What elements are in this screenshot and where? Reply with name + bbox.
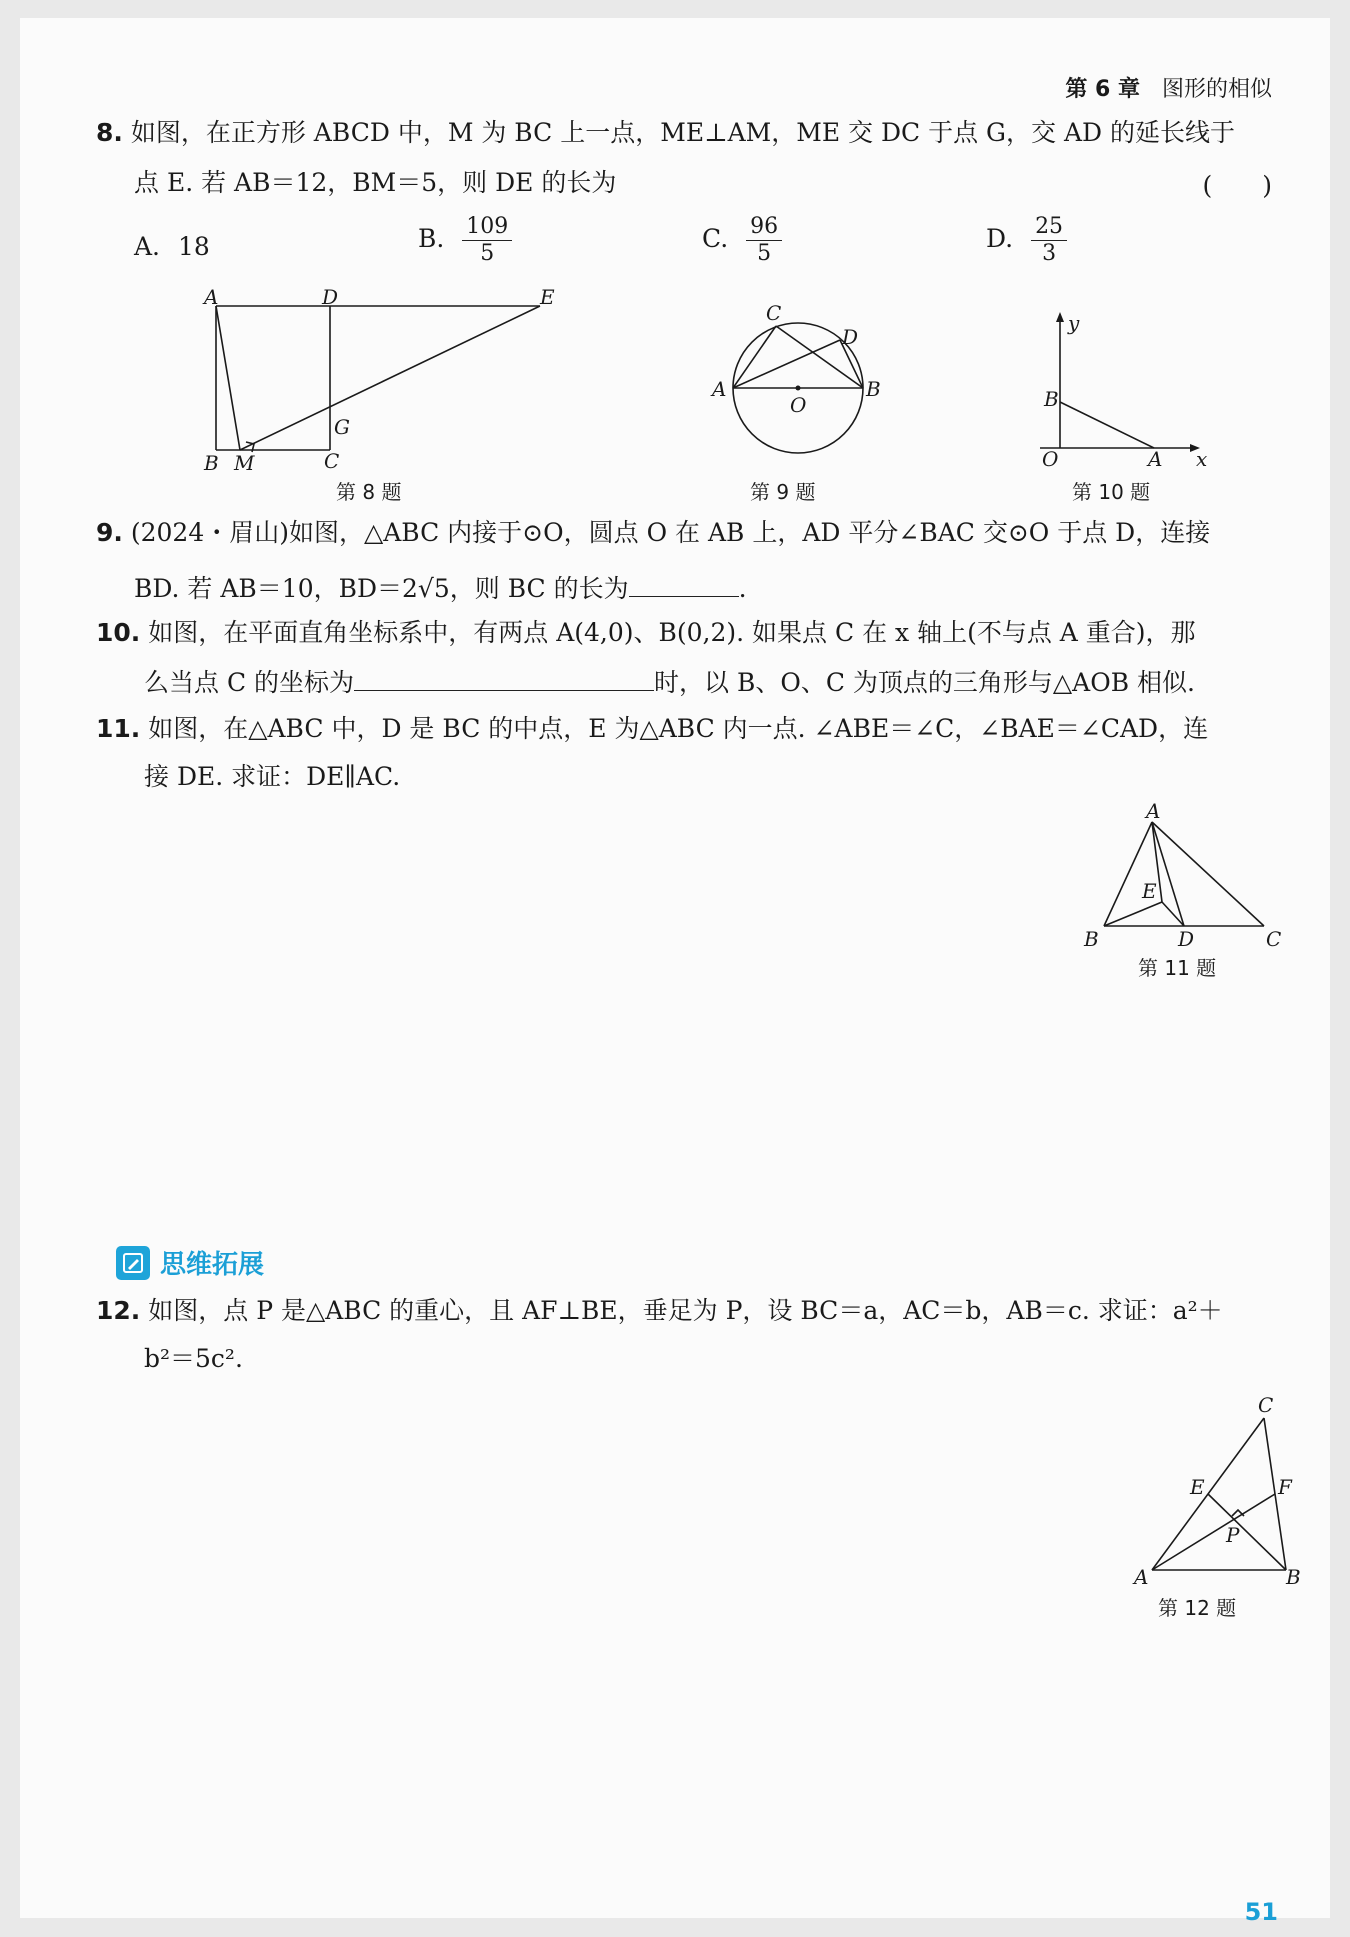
q12-line2: b²＝5c². <box>144 1344 243 1373</box>
q8-option-c <box>702 214 782 267</box>
q8-line2: 点 E. 若 AB＝12，BM＝5，则 DE 的长为 <box>134 168 617 197</box>
q10-text-3: 时，以 B、O、C 为顶点的三角形与△AOB 相似. <box>654 668 1195 697</box>
fig9-label-b: B <box>866 377 881 401</box>
option-a-value: 18 <box>177 232 210 261</box>
q11-line2: 接 DE. 求证：DE∥AC. <box>144 762 401 791</box>
q12-line1 <box>96 1294 1223 1328</box>
option-b-fraction <box>462 214 512 267</box>
fig8-label-a: A <box>204 285 219 309</box>
fig10-label-a: A <box>1148 447 1163 471</box>
q11-number: 11. <box>96 714 141 743</box>
section-header <box>116 1244 264 1281</box>
q11-text-1: 如图，在△ABC 中，D 是 BC 的中点，E 为△ABC 内一点. ∠ABE＝∠C，∠BAE＝∠CAD，连 <box>148 714 1209 743</box>
q8-number: 8. <box>96 118 123 147</box>
option-d-fraction <box>1031 214 1067 267</box>
fig8-label-c: C <box>324 449 340 473</box>
fig12-label-b: B <box>1286 1565 1301 1589</box>
figure-8-diagram <box>200 285 580 475</box>
fig8-label-g: G <box>334 415 350 439</box>
fig10-label-o: O <box>1042 447 1059 471</box>
fig12-label-p: P <box>1226 1523 1240 1547</box>
option-c-label: C. <box>702 224 729 253</box>
figure-10-caption: 第 10 题 <box>1072 480 1151 504</box>
fig10-label-x: x <box>1196 447 1208 471</box>
figure-8-caption: 第 8 题 <box>336 480 402 504</box>
section-title: 思维拓展 <box>160 1250 265 1280</box>
page-number: 51 <box>1244 1898 1278 1926</box>
q9-line2 <box>134 570 747 606</box>
q8-option-d <box>986 214 1067 267</box>
fig12-label-f: F <box>1278 1475 1292 1499</box>
fig8-label-b: B <box>204 451 219 475</box>
figure-11-caption: 第 11 题 <box>1138 956 1217 980</box>
fig9-label-o: O <box>790 393 807 417</box>
fig11-label-a: A <box>1146 799 1161 823</box>
q12-text-1: 如图，点 P 是△ABC 的重心，且 AF⊥BE，垂足为 P，设 BC＝a，AC＝b，AB＝c. 求证：a²＋ <box>148 1296 1223 1325</box>
option-a-label: A. <box>134 232 161 261</box>
q11-line1 <box>96 712 1208 746</box>
q9-text-2: BD. 若 AB＝10，BD＝2√5，则 BC 的长为 <box>134 574 629 603</box>
fig8-label-d: D <box>322 285 339 309</box>
q8-option-b <box>418 214 512 267</box>
fig9-label-a: A <box>712 377 727 401</box>
q10-text-1: 如图，在平面直角坐标系中，有两点 A(4,0)、B(0,2). 如果点 C 在 x 轴上(不与点 A 重合)，那 <box>148 618 1196 647</box>
q8-option-a <box>134 230 210 264</box>
q10-line1 <box>96 616 1196 650</box>
q12-number: 12. <box>96 1296 141 1325</box>
figure-9-diagram <box>708 301 888 474</box>
option-c-denominator: 5 <box>757 241 772 266</box>
q8-answer-paren: ( ) <box>1202 171 1272 200</box>
option-d-denominator: 3 <box>1042 241 1057 266</box>
fig8-label-m: M <box>234 451 255 475</box>
running-header <box>1065 72 1272 103</box>
chapter-label: 第 6 章 <box>1065 77 1140 102</box>
fig11-label-b: B <box>1084 927 1099 951</box>
figure-12-caption: 第 12 题 <box>1158 1596 1237 1620</box>
q8-line1 <box>96 116 1235 150</box>
fig9-label-c: C <box>766 301 782 325</box>
q9-line1 <box>96 516 1210 550</box>
q10-line2 <box>144 664 1195 700</box>
page <box>20 18 1330 1926</box>
q9-number: 9. <box>96 518 123 547</box>
option-b-numerator: 109 <box>462 214 512 241</box>
figure-10-diagram <box>1030 308 1210 471</box>
fig8-label-e: E <box>540 285 555 309</box>
option-d-label: D. <box>986 224 1014 253</box>
q9-answer-blank[interactable] <box>629 570 739 597</box>
q9-text-3: . <box>738 574 747 603</box>
figure-12-diagram <box>1130 1388 1310 1588</box>
figure-9-caption: 第 9 题 <box>750 480 816 504</box>
fig11-label-e: E <box>1142 879 1157 903</box>
option-d-numerator: 25 <box>1031 214 1067 241</box>
fig11-label-c: C <box>1266 927 1282 951</box>
fig10-label-y: y <box>1068 311 1080 335</box>
option-c-fraction <box>746 214 782 267</box>
q10-text-2: 么当点 C 的坐标为 <box>144 668 355 697</box>
fig10-label-b: B <box>1044 387 1059 411</box>
option-b-denominator: 5 <box>480 241 495 266</box>
fig12-label-e: E <box>1190 1475 1205 1499</box>
option-b-label: B. <box>418 224 445 253</box>
q9-text-1: (2024・眉山)如图，△ABC 内接于⊙O，圆点 O 在 AB 上，AD 平分∠BAC 交⊙O 于点 D，连接 <box>130 518 1211 547</box>
q10-answer-blank[interactable] <box>354 664 654 691</box>
chapter-title: 图形的相似 <box>1161 77 1272 102</box>
q8-text-1: 如图，在正方形 ABCD 中，M 为 BC 上一点，ME⊥AM，ME 交 DC 于点 G，交 AD 的延长线于 <box>130 118 1235 147</box>
option-c-numerator: 96 <box>746 214 782 241</box>
pencil-icon <box>116 1246 150 1280</box>
fig9-label-d: D <box>842 325 859 349</box>
fig12-label-c: C <box>1258 1393 1274 1417</box>
q10-number: 10. <box>96 618 141 647</box>
figure-11-diagram <box>1080 799 1300 952</box>
fig11-label-d: D <box>1178 927 1195 951</box>
fig12-label-a: A <box>1134 1565 1149 1589</box>
